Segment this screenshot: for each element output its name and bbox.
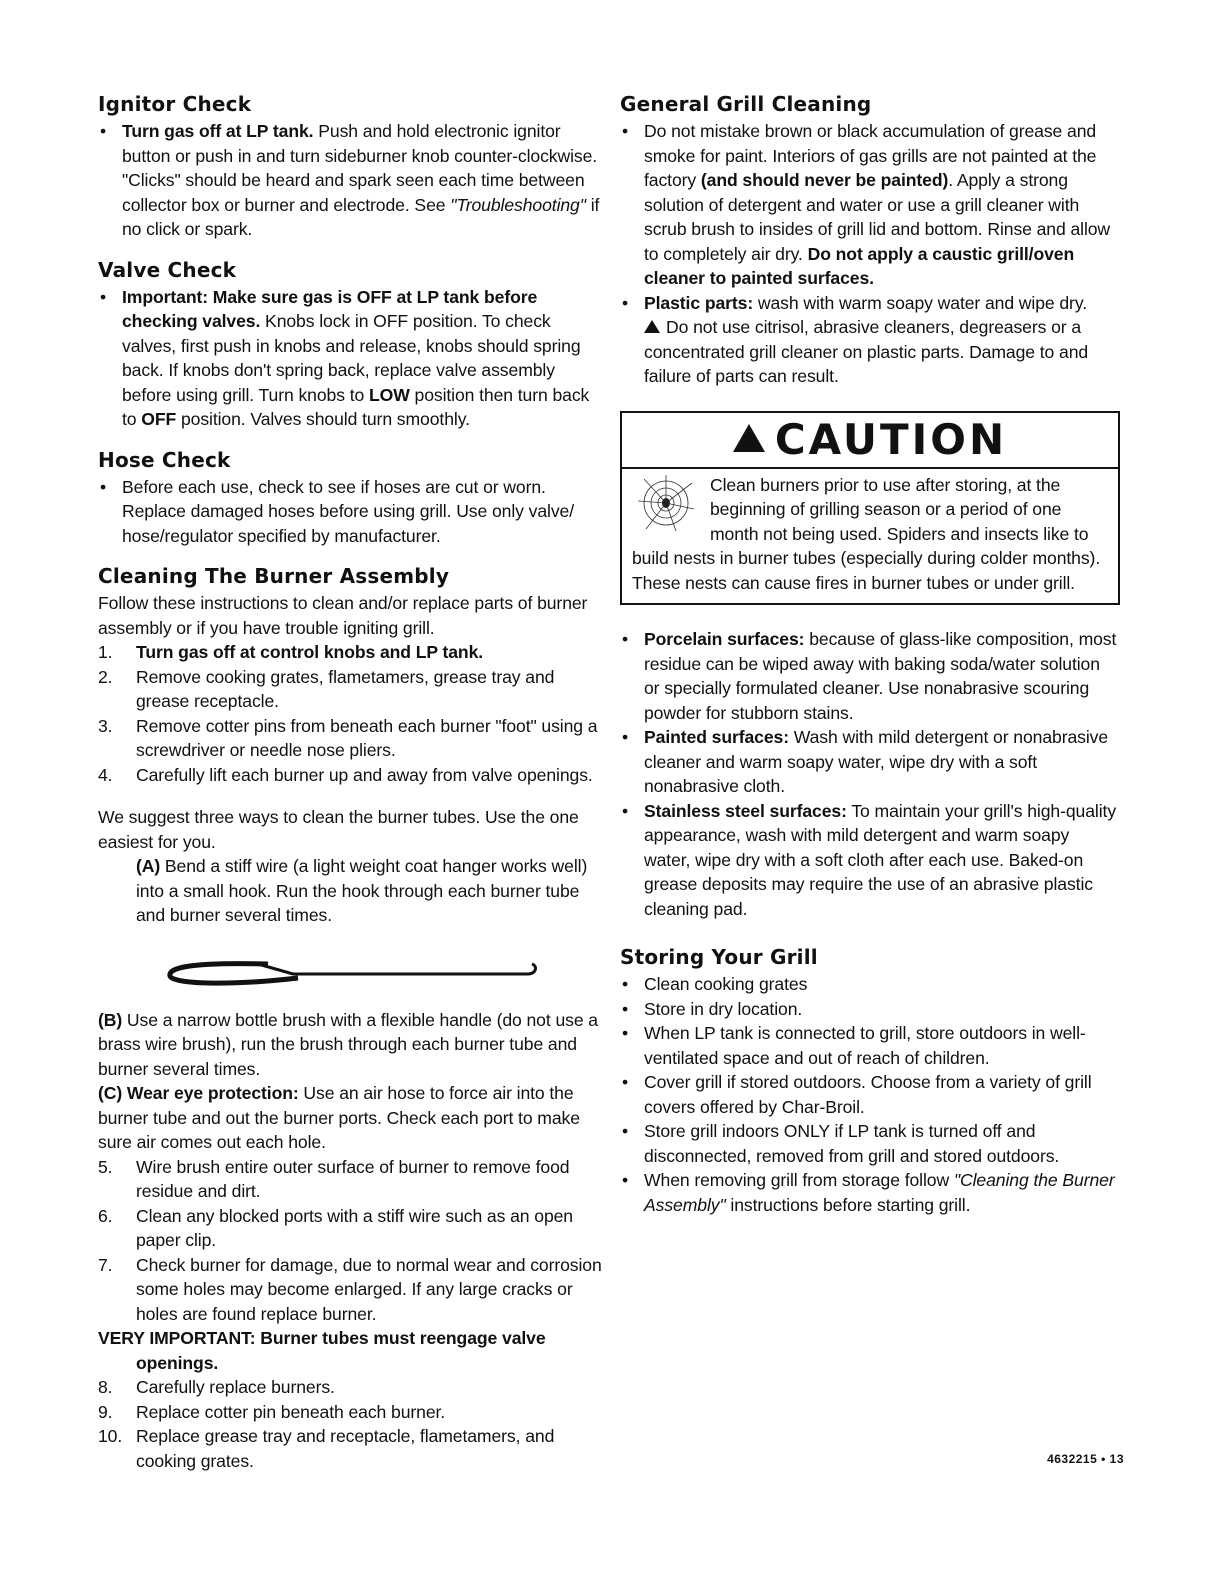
surface-text: To maintain your grill's high-quality appearance, wash with mild detergent and warm soapy water, wipe dry with a soft cloth after each use. Baked-on grease deposits may require the use of an abrasive plastic cleaning pad.: [644, 800, 1117, 919]
very-important-note: [98, 1326, 604, 1375]
method-c: [98, 1081, 604, 1155]
step-number: 10.: [98, 1426, 123, 1446]
step-number: 8.: [98, 1377, 113, 1397]
right-column: [620, 92, 1120, 1217]
valve-off: OFF: [141, 409, 177, 429]
burner-steps-1-4: [98, 640, 604, 787]
surface-item: [620, 725, 1120, 799]
step-number: 9.: [98, 1401, 113, 1422]
burner-steps-5-7: [98, 1155, 604, 1327]
step-number: 2.: [98, 666, 113, 687]
burner-intro: Follow these instructions to clean and/or replace parts of burner assembly or if you have trouble igniting grill.: [98, 593, 588, 638]
ignitor-check-section: [98, 92, 604, 242]
plastic-bold: Plastic parts:: [644, 292, 754, 313]
storing-item: • Clean cooking grates: [620, 972, 1120, 997]
step-number: 3.: [98, 715, 113, 736]
method-a-text: Bend a stiff wire (a light weight coat hanger works well) into a small hook. Run the hook through each burner tube and burner several times.: [136, 856, 588, 925]
burner-section: [98, 564, 604, 1473]
plastic-warning: Do not use citrisol, abrasive cleaners, degreasers or a concentrated grill cleaner on plastic parts. Damage to and failure of parts can result.: [644, 317, 1089, 386]
burner-heading: Cleaning The Burner Assembly: [98, 564, 450, 588]
burner-suggest: We suggest three ways to clean the burner tubes. Use the one easiest for you.: [98, 807, 579, 852]
storing-last-text2: instructions before starting grill.: [725, 1194, 971, 1215]
surface-text: Wash with mild detergent or nonabrasive cleaner and warm soapy water, wipe dry with a soft nonabrasive cloth.: [644, 727, 1109, 796]
warning-triangle-icon: [733, 424, 765, 452]
step-text: Carefully replace burners.: [136, 1377, 335, 1397]
surface-label: Porcelain surfaces:: [644, 629, 805, 649]
storing-item: • When LP tank is connected to grill, store outdoors in well-ventilated space and out of reach of children.: [620, 1021, 1120, 1070]
wire-hook-illustration: [148, 954, 548, 994]
storing-item: • Store in dry location.: [620, 997, 1120, 1022]
step-item: [98, 1204, 604, 1253]
left-column: [98, 92, 604, 1473]
step-text: Wire brush entire outer surface of burner to remove food residue and dirt.: [136, 1156, 570, 1201]
step-text: Replace cotter pin beneath each burner.: [136, 1401, 446, 1422]
step-text: Carefully lift each burner up and away from valve openings.: [136, 764, 593, 785]
step-item: [98, 640, 604, 665]
warning-triangle-icon: [644, 320, 660, 333]
very-important-text: VERY IMPORTANT: Burner tubes must reengage valve openings.: [98, 1328, 546, 1373]
surface-item: [620, 799, 1120, 922]
surfaces-list: [620, 627, 1120, 921]
method-b-text: Use a narrow bottle brush with a flexible handle (do not use a brass wire brush), run the brush through each burner tube and burner several times.: [98, 1009, 598, 1079]
spider-web-icon: [636, 473, 696, 533]
step-item: [98, 1253, 604, 1327]
gc-text1: Do not mistake brown or black accumulation of grease and smoke for paint. Interiors of gas grills are not painted at the factory: [644, 121, 1097, 190]
valve-text2: position then turn back to: [122, 384, 590, 429]
step-text: Remove cotter pins from beneath each burner "foot" using a screwdriver or needle nose pliers.: [136, 715, 598, 760]
general-cleaning-heading: General Grill Cleaning: [620, 92, 872, 116]
caution-title-text: CAUTION: [774, 414, 1008, 464]
step-text: Turn gas off at control knobs and LP tank.: [136, 642, 484, 662]
burner-steps-8-10: [98, 1375, 604, 1473]
hose-check-item: • Before each use, check to see if hoses are cut or worn. Replace damaged hoses before using grill. Use only valve/ hose/regulator specified by manufacturer.: [98, 475, 604, 549]
surface-text: because of glass-like composition, most residue can be wiped away with baking soda/water solution or specially formulated cleaner. Use nonabrasive scouring powder for stubborn stains.: [644, 629, 1117, 723]
storing-heading: Storing Your Grill: [620, 945, 818, 969]
step-number: 5.: [98, 1156, 113, 1177]
method-c-label: (C) Wear eye protection:: [98, 1083, 299, 1103]
step-item: [98, 763, 604, 788]
valve-bold: Important: Make sure gas is OFF at LP tank before checking valves.: [122, 286, 538, 331]
step-item: [98, 1375, 604, 1400]
step-item: [98, 665, 604, 714]
step-item: [98, 714, 604, 763]
caution-box: [620, 411, 1120, 606]
valve-check-section: [98, 258, 604, 432]
plastic-text: wash with warm soapy water and wipe dry.: [753, 292, 1087, 313]
step-number: 6.: [98, 1205, 113, 1226]
surface-label: Stainless steel surfaces:: [644, 800, 847, 821]
ignitor-text1: Push and hold electronic ignitor button or push in and turn sideburner knob counter-clockwise. "Clicks" should be heard and spark seen each time between collector box or burner and electrode. See: [122, 121, 598, 215]
method-a-label: (A): [136, 856, 161, 876]
surface-label: Painted surfaces:: [644, 727, 789, 747]
storing-item: • Cover grill if stored outdoors. Choose from a variety of grill covers offered by Char-Broil.: [620, 1070, 1120, 1119]
step-text: Clean any blocked ports with a stiff wire such as an open paper clip.: [136, 1205, 573, 1250]
method-c-text: Use an air hose to force air into the burner tube and out the burner ports. Check each port to make sure air comes out each hole.: [98, 1083, 580, 1152]
step-number: 7.: [98, 1254, 113, 1275]
general-cleaning-item: [620, 119, 1120, 291]
step-text: Check burner for damage, due to normal wear and corrosion some holes may become enlarged. If any large cracks or holes are found replace burner.: [136, 1254, 602, 1324]
step-item: [98, 1155, 604, 1204]
gc-text2: . Apply a strong solution of detergent and water or use a grill cleaner with scrub brush to insides of grill lid and bottom. Rinse and allow to completely air dry.: [644, 170, 1111, 264]
storing-item: [620, 1168, 1120, 1217]
step-item: [98, 1400, 604, 1425]
ignitor-check-item: [98, 119, 604, 242]
valve-check-heading: Valve Check: [98, 257, 237, 282]
caution-title: [622, 415, 1118, 469]
storing-last-italic: "Cleaning the Burner Assembly": [644, 1170, 1115, 1215]
storing-last-text1: When removing grill from storage follow: [644, 1170, 954, 1190]
hose-check-heading: Hose Check: [98, 447, 231, 472]
plastic-parts-item: [620, 291, 1120, 389]
valve-text1: Knobs lock in OFF position. To check valves, first push in knobs and release, knobs should spring back. If knobs don't spring back, replace valve assembly before using grill. Turn knobs to: [122, 311, 581, 405]
step-item: [98, 1424, 604, 1473]
ignitor-italic: "Troubleshooting": [450, 194, 586, 215]
step-text: Replace grease tray and receptacle, flametamers, and cooking grates.: [136, 1426, 555, 1471]
method-b: [98, 1008, 604, 1082]
ignitor-check-heading: Ignitor Check: [98, 92, 252, 116]
step-number: 4.: [98, 764, 113, 785]
ignitor-bold: Turn gas off at LP tank.: [122, 121, 314, 141]
hose-check-section: [98, 448, 604, 549]
valve-text3: position. Valves should turn smoothly.: [176, 409, 470, 429]
valve-low: LOW: [368, 384, 410, 405]
step-number: 1.: [98, 642, 113, 662]
valve-check-item: [98, 285, 604, 432]
gc-bold2: Do not apply a caustic grill/oven cleaner to painted surfaces.: [644, 243, 1075, 288]
general-cleaning-section: [620, 92, 1120, 389]
page-number: 4632215 • 13: [1047, 1452, 1124, 1466]
surface-item: [620, 627, 1120, 725]
method-a: [98, 854, 604, 928]
caution-text: Clean burners prior to use after storing, at the beginning of grilling season or a period of one month not being used. Spiders and insects like to build nests in burner tubes (especially during colder months). These nests can cause fires in burner tubes or under grill.: [632, 474, 1101, 593]
step-text: Remove cooking grates, flametamers, grease tray and grease receptacle.: [136, 666, 555, 711]
storing-item: • Store grill indoors ONLY if LP tank is turned off and disconnected, removed from grill and stored outdoors.: [620, 1119, 1120, 1168]
storing-section: [620, 945, 1120, 1217]
method-b-label: (B): [98, 1009, 123, 1030]
ignitor-text2: if no click or spark.: [122, 194, 600, 239]
gc-bold1: (and should never be painted): [700, 170, 949, 190]
